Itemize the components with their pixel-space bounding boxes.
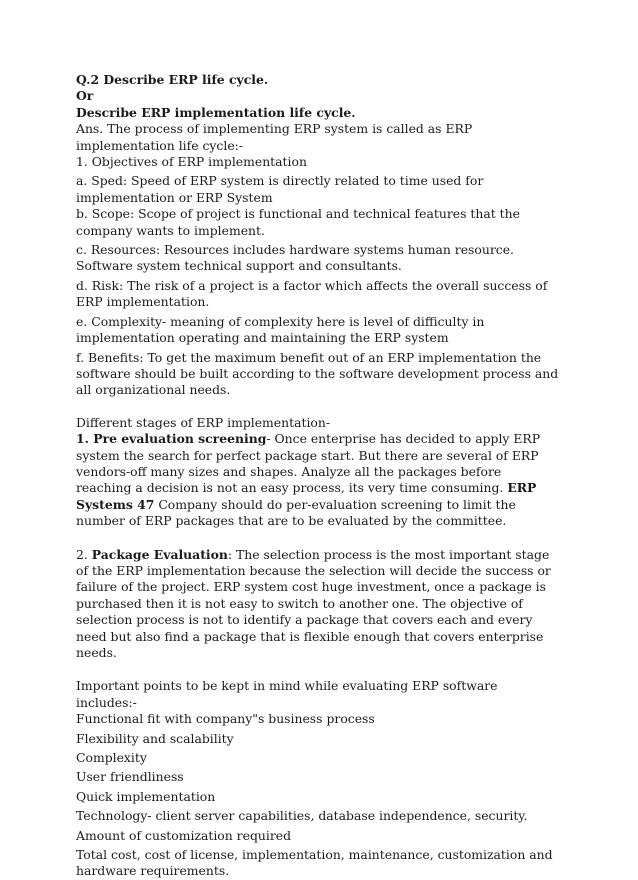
- answer-intro: Ans. The process of implementing ERP system is called as ERP implementation life cycle:-: [76, 121, 473, 153]
- question-or: Or: [76, 88, 94, 104]
- point-quick-implementation: Quick implementation: [76, 788, 216, 804]
- stage-pre-evaluation-text-a: - Once enterprise has decided to apply ERP system the search for perfect package start. But there are several of ERP vendors-off many sizes and shapes. Analyze all the packages before reaching a decision is not an easy process, its very time consuming.: [76, 431, 541, 496]
- point-complexity: Complexity: [76, 750, 147, 766]
- objective-risk: d. Risk: The risk of a project is a factor which affects the overall success of ERP implementation.: [76, 277, 548, 310]
- objective-complexity: e. Complexity- meaning of complexity here is level of difficulty in implementation operating and maintaining the ERP system: [76, 313, 485, 346]
- objective-scope: b. Scope: Scope of project is functional and technical features that the company wants to implement.: [76, 206, 520, 238]
- point-functional-fit: Functional fit with company"s business process: [76, 711, 375, 727]
- stage-pre-evaluation: [76, 431, 560, 529]
- stage-package-evaluation-label: Package Evaluation: [91, 546, 228, 562]
- question-title: Q.2 Describe ERP life cycle.: [76, 72, 269, 87]
- question-subtitle: Describe ERP implementation life cycle.: [76, 104, 356, 120]
- point-flexibility: Flexibility and scalability: [76, 730, 234, 746]
- page-footer-label: ERP Systems 47: [76, 480, 537, 512]
- stages-heading: Different stages of ERP implementation-: [76, 414, 331, 430]
- points-heading: Important points to be kept in mind while evaluating ERP software includes:-: [76, 678, 498, 710]
- stage-pre-evaluation-label: 1. Pre evaluation screening: [76, 431, 267, 447]
- point-technology: Technology- client server capabilities, database independence, security.: [76, 808, 528, 824]
- stage-package-evaluation-text: : The selection process is the most important stage of the ERP implementation because the selection will decide the success or failure of the project. ERP system cost huge investment, once a package is purchased then it is not easy to switch to another one. The objective of selection process is not to identify a package that covers each and every need but also find a package that is flexible enough that covers enterprise needs.: [76, 546, 551, 660]
- document-body: [76, 72, 560, 880]
- stage-pre-evaluation-text-b: Company should do per-evaluation screening to limit the number of ERP packages that are to be evaluated by the committee.: [76, 496, 516, 529]
- stage-package-evaluation-prefix: 2.: [76, 546, 92, 562]
- stage-package-evaluation: [76, 547, 560, 662]
- objective-benefits: f. Benefits: To get the maximum benefit out of an ERP implementation the software should be built according to the software development process and all organizational needs.: [76, 349, 559, 398]
- point-customization: Amount of customization required: [76, 827, 292, 843]
- point-total-cost: Total cost, cost of license, implementation, maintenance, customization and hardware requirements.: [76, 847, 553, 879]
- objective-resources: c. Resources: Resources includes hardware systems human resource. Software system technical support and consultants.: [76, 242, 514, 274]
- objectives-heading: 1. Objectives of ERP implementation: [76, 154, 307, 170]
- point-user-friendliness: User friendliness: [76, 769, 184, 785]
- objective-speed: a. Sped: Speed of ERP system is directly related to time used for implementation or ERP System: [76, 173, 484, 205]
